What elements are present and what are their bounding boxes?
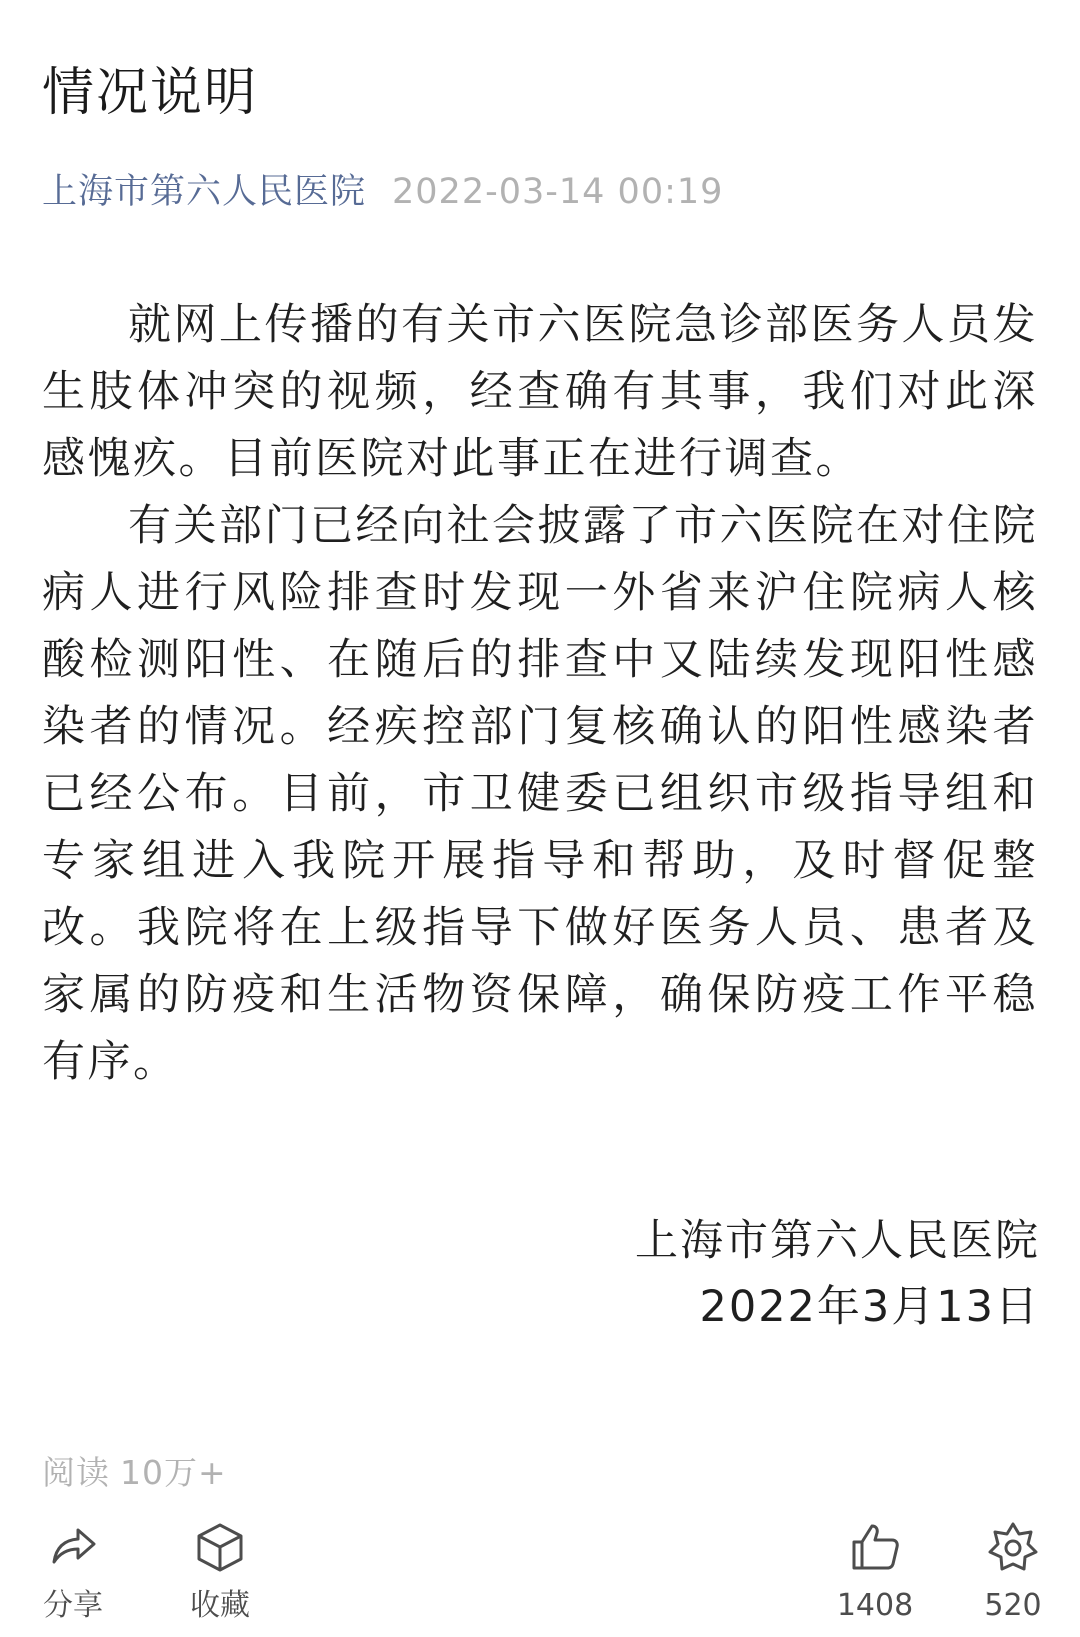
read-count (42, 1450, 227, 1496)
favorite-button[interactable] (165, 1520, 275, 1626)
like-button[interactable] (820, 1520, 930, 1626)
read-number: 10万+ (120, 1453, 227, 1492)
paragraph: 就网上传播的有关市六医院急诊部医务人员发生肢体冲突的视频，经查确有其事，我们对此深感愧疚。目前医院对此事正在进行调查。 (42, 300, 1038, 484)
article-meta (42, 168, 723, 216)
share-button[interactable] (18, 1520, 128, 1626)
signature-block (635, 1208, 1040, 1340)
signature-date: 2022年3月13日 (699, 1282, 1040, 1332)
publish-time: 2022-03-14 00:19 (392, 172, 724, 212)
thumbs-up-icon (848, 1520, 902, 1574)
bottom-toolbar (0, 1520, 1080, 1637)
paragraph: 有关部门已经向社会披露了市六医院在对住院病人进行风险排查时发现一外省来沪住院病人核酸检测阳性、在随后的排查中又陆续发现阳性感染者的情况。经疾控部门复核确认的阳性感染者已经公布。目前，市卫健委已组织市级指导组和专家组进入我院开展指导和帮助，及时督促整改。我院将在上级指导下做好医务人员、患者及家属的防疫和生活物资保障，确保防疫工作平稳有序。 (42, 501, 1038, 1087)
wow-button[interactable] (958, 1520, 1068, 1626)
star-burst-icon (986, 1520, 1040, 1574)
article-title: 情况说明 (42, 63, 259, 123)
cube-icon (193, 1520, 247, 1574)
like-count: 1408 (836, 1588, 914, 1623)
share-arrow-icon (46, 1520, 100, 1574)
article-body (42, 292, 1038, 1096)
favorite-label: 收藏 (190, 1588, 250, 1623)
wow-count: 520 (984, 1588, 1042, 1623)
read-label: 阅读 (42, 1453, 110, 1492)
signature-org: 上海市第六人民医院 (635, 1216, 1040, 1266)
author-link[interactable]: 上海市第六人民医院 (42, 172, 367, 212)
share-label: 分享 (43, 1588, 103, 1623)
